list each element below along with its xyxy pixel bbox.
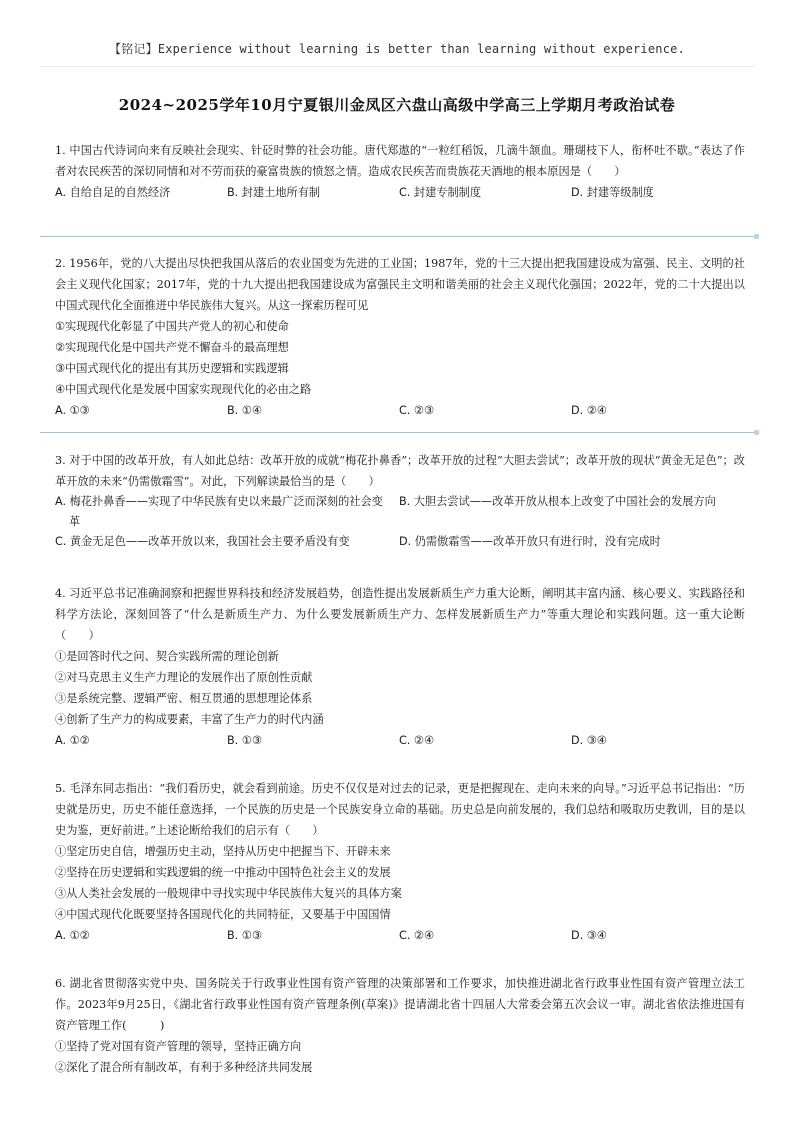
statement-1: ①坚持了党对国有资产管理的领导，坚持正确方向	[55, 1040, 302, 1053]
option-b[interactable]: B. ①③	[227, 734, 262, 747]
question-divider	[40, 432, 757, 433]
option-c[interactable]: C. 封建专制制度	[399, 186, 482, 199]
question-stem: 6. 湖北省贯彻落实党中央、国务院关于行政事业性国有资产管理的决策部署和工作要求，加快推进湖北省行政事业性国有资产管理立法工作。2023年9月25日，《湖北省行政事业性国有资产管理条例(草案)》提请湖北省十四届人大常委会第五次会议一审。湖北省依法推进国有资产管理工作( )	[55, 977, 745, 1032]
option-c[interactable]: C. ②④	[399, 929, 434, 942]
question-stem: 1. 中国古代诗词向来有反映社会现实、针砭时弊的社会功能。唐代郑遨的“一粒红稻饭，几滴牛颔血。珊瑚枝下人，衔杯吐不歇。”表达了作者对农民疾苦的深切同情和对不劳而获的豪富贵族的愤怒之情。造成农民疾苦而贵族花天酒地的根本原因是（ ）	[55, 144, 745, 178]
statement-3: ③从人类社会发展的一般规律中寻找实现中华民族伟大复兴的具体方案	[55, 887, 402, 900]
option-d[interactable]: D. ③④	[571, 734, 607, 747]
option-a[interactable]: A. 梅花扑鼻香——实现了中华民族有史以来最广泛而深刻的社会变革	[55, 495, 383, 528]
statement-2: ②对马克思主义生产力理论的发展作出了原创性贡献	[55, 671, 313, 684]
page-motto: 【铭记】Experience without learning is better than learning without experience.	[109, 42, 685, 56]
question-stem: 2. 1956年，党的八大提出尽快把我国从落后的农业国变为先进的工业国；1987年，党的十三大提出把我国建设成为富强、民主、文明的社会主义现代化国家；2017年，党的十九大提出把我国建设成为富强民主文明和谐美丽的社会主义现代化强国；2022年，党的二十大提出以中国式现代化全面推进中华民族伟大复兴。从这一探索历程可见	[55, 257, 745, 312]
option-d[interactable]: D. ③④	[571, 929, 607, 942]
statement-1: ①实现现代化彰显了中国共产党人的初心和使命	[55, 320, 289, 333]
header-divider	[40, 66, 754, 67]
question-4	[55, 583, 745, 751]
option-c[interactable]: C. 黄金无足色——改革开放以来，我国社会主要矛盾没有变	[55, 535, 350, 548]
question-options	[55, 730, 745, 751]
option-a[interactable]: A. ①②	[55, 734, 90, 747]
question-options	[55, 182, 745, 203]
statement-3: ③是系统完整、逻辑严密、相互贯通的思想理论体系	[55, 692, 313, 705]
question-5	[55, 778, 745, 946]
option-c[interactable]: C. ②③	[399, 404, 434, 417]
option-a[interactable]: A. ①②	[55, 929, 90, 942]
question-6	[55, 973, 745, 1078]
option-b[interactable]: B. ①④	[227, 404, 262, 417]
statement-3: ③中国式现代化的提出有其历史逻辑和实践逻辑	[55, 362, 289, 375]
question-3	[55, 450, 745, 552]
statement-4: ④中国式现代化是发展中国家实现现代化的必由之路	[55, 383, 312, 396]
option-c[interactable]: C. ②④	[399, 734, 434, 747]
option-a[interactable]: A. ①③	[55, 404, 90, 417]
statement-2: ②实现现代化是中国共产党不懈奋斗的最高理想	[55, 341, 289, 354]
question-divider	[40, 236, 757, 237]
option-d[interactable]: D. 封建等级制度	[571, 186, 654, 199]
question-stem: 3. 对于中国的改革开放，有人如此总结：改革开放的成就“梅花扑鼻香”；改革开放的过程“大胆去尝试”；改革开放的现状“黄金无足色”；改革开放的未来“仍需傲霜雪”。对此，下列解读最恰当的是（ ）	[55, 454, 745, 488]
option-b[interactable]: B. 封建土地所有制	[227, 186, 321, 199]
statement-2: ②深化了混合所有制改革，有利于多种经济共同发展	[55, 1061, 313, 1074]
statement-2: ②坚持在历史逻辑和实践逻辑的统一中推动中国特色社会主义的发展	[55, 866, 391, 879]
question-1	[55, 140, 745, 203]
option-b[interactable]: B. 大胆去尝试——改革开放从根本上改变了中国社会的发展方向	[399, 495, 716, 508]
statement-4: ④创新了生产力的构成要素，丰富了生产力的时代内涵	[55, 713, 324, 726]
question-2	[55, 253, 745, 421]
statement-1: ①坚定历史自信，增强历史主动，坚持从历史中把握当下、开辟未来	[55, 845, 391, 858]
option-d[interactable]: D. ②④	[571, 404, 607, 417]
option-d[interactable]: D. 仍需傲霜雪——改革开放只有进行时，没有完成时	[399, 535, 661, 548]
question-options	[55, 400, 745, 421]
page-title: 2024~2025学年10月宁夏银川金凤区六盘山高级中学高三上学期月考政治试卷	[118, 96, 676, 114]
option-b[interactable]: B. ①③	[227, 929, 262, 942]
statement-4: ④中国式现代化既要坚持各国现代化的共同特征，又要基于中国国情	[55, 908, 391, 921]
option-a[interactable]: A. 自给自足的自然经济	[55, 186, 171, 199]
question-stem: 4. 习近平总书记准确洞察和把握世界科技和经济发展趋势，创造性提出发展新质生产力重大论断，阐明其丰富内涵、核心要义、实践路径和科学方法论，深刻回答了“什么是新质生产力、为什么要发展新质生产力、怎样发展新质生产力”等重大理论和实践问题。这一重大论断（ ）	[55, 587, 745, 642]
question-stem: 5. 毛泽东同志指出：“我们看历史，就会看到前途。历史不仅仅是对过去的记录，更是把握现在、走向未来的向导。”习近平总书记指出：“历史就是历史，历史不能任意选择，一个民族的历史是一个民族安身立命的基础。历史总是向前发展的，我们总结和吸取历史教训，目的是以史为鉴，更好前进。”上述论断给我们的启示有（ ）	[55, 782, 745, 837]
question-options	[55, 492, 745, 552]
statement-1: ①是回答时代之问、契合实践所需的理论创新	[55, 650, 279, 663]
question-options	[55, 925, 745, 946]
